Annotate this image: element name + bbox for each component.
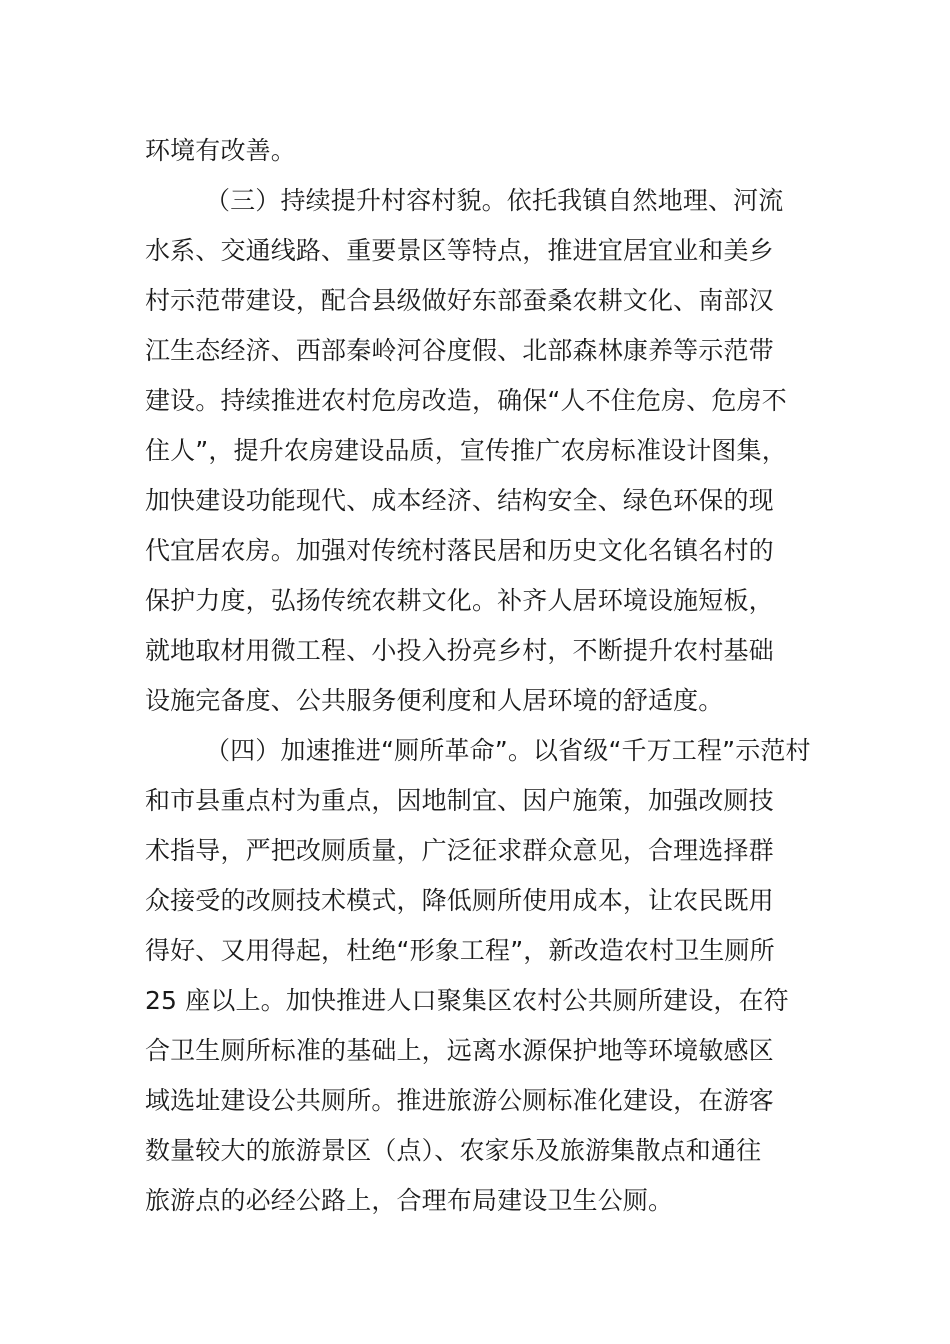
text-line: 得好、又用得起，杜绝“形象工程”，新改造农村卫生厕所 bbox=[145, 936, 775, 965]
text-line: 合卫生厕所标准的基础上，远离水源保护地等环境敏感区 bbox=[145, 1036, 774, 1065]
text-line: 旅游点的必经公路上，合理布局建设卫生公厕。 bbox=[145, 1186, 674, 1215]
text-line: 25 座以上。加快推进人口聚集区农村公共厕所建设，在符 bbox=[145, 986, 789, 1015]
text-line: 环境有改善。 bbox=[145, 136, 296, 165]
text-line: 域选址建设公共厕所。推进旅游公厕标准化建设，在游客 bbox=[145, 1086, 774, 1115]
text-line: 建设。持续推进农村危房改造，确保“人不住危房、危房不 bbox=[145, 386, 787, 415]
text-line: 数量较大的旅游景区（点）、农家乐及旅游集散点和通往 bbox=[145, 1136, 762, 1165]
text-line: 众接受的改厕技术模式，降低厕所使用成本，让农民既用 bbox=[145, 886, 774, 915]
text-line: 加快建设功能现代、成本经济、结构安全、绿色环保的现 bbox=[145, 486, 774, 515]
text-line: 水系、交通线路、重要景区等特点，推进宜居宜业和美乡 bbox=[145, 236, 774, 265]
text-line: 和市县重点村为重点，因地制宜、因户施策，加强改厕技 bbox=[145, 786, 774, 815]
text-line: 术指导，严把改厕质量，广泛征求群众意见，合理选择群 bbox=[145, 836, 774, 865]
text-line: 就地取材用微工程、小投入扮亮乡村，不断提升农村基础 bbox=[145, 636, 774, 665]
text-line: 代宜居农房。加强对传统村落民居和历史文化名镇名村的 bbox=[145, 536, 774, 565]
text-line: 江生态经济、西部秦岭河谷度假、北部森林康养等示范带 bbox=[145, 336, 774, 365]
text-line: 设施完备度、公共服务便利度和人居环境的舒适度。 bbox=[145, 686, 724, 715]
text-line: 村示范带建设，配合县级做好东部蚕桑农耕文化、南部汉 bbox=[145, 286, 774, 315]
text-line: 住人”，提升农房建设品质，宣传推广农房标准设计图集， bbox=[145, 436, 787, 465]
section-4-heading-line: （四）加速推进“厕所革命”。以省级“千万工程”示范村 bbox=[205, 736, 811, 765]
section-3-heading-line: （三）持续提升村容村貌。依托我镇自然地理、河流 bbox=[205, 186, 784, 215]
text-line: 保护力度，弘扬传统农耕文化。补齐人居环境设施短板， bbox=[145, 586, 774, 615]
